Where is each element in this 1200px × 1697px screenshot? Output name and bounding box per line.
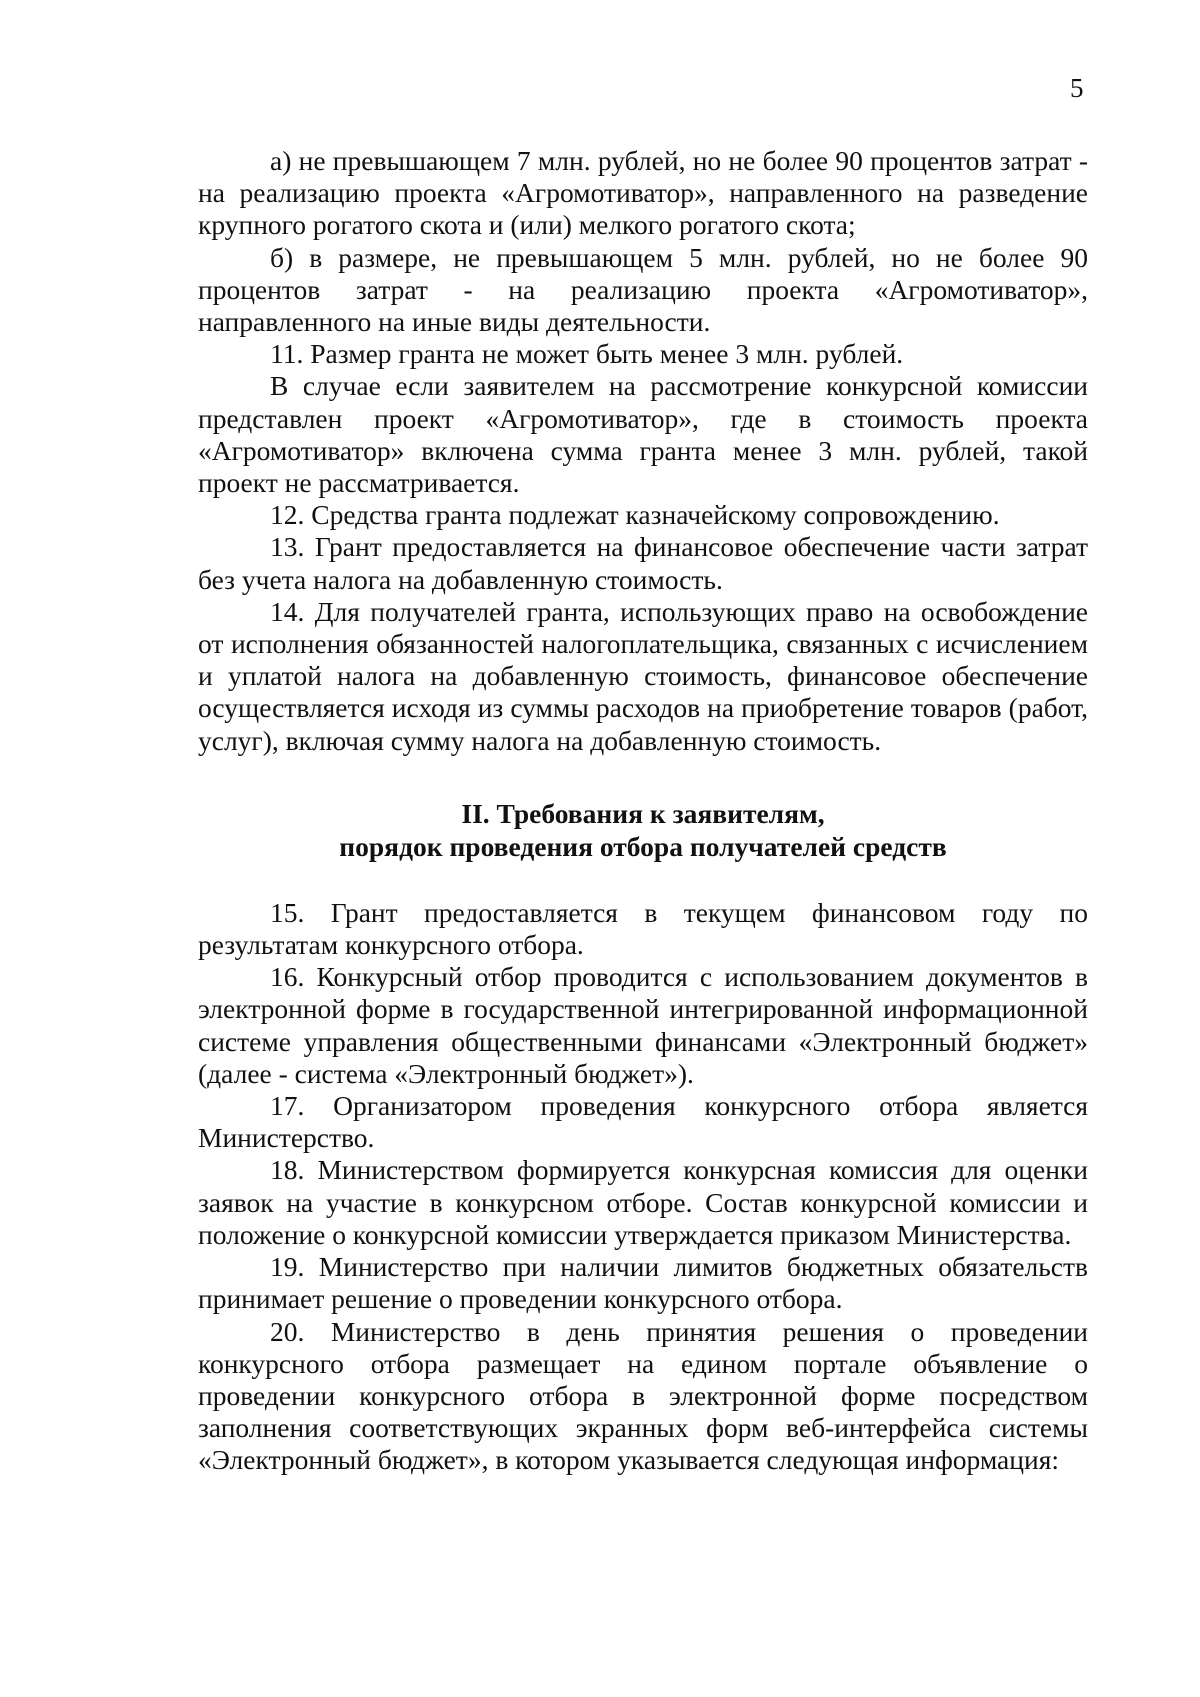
paragraph-11: 11. Размер гранта не может быть менее 3 млн. рублей. [270, 338, 904, 370]
paragraph-16: 16. Конкурсный отбор проводится с использованием документов в электронной форме в государственной интегрированной информационной системе управления общественными финансами «Электронный бюджет» (далее - система «Электронный бюджет»). [198, 961, 1088, 1089]
paragraph-item-a: а) не превышающем 7 млн. рублей, но не более 90 процентов затрат - на реализацию проекта «Агромотиватор», направленного на разведение крупного рогатого скота и (или) мелкого рогатого скота; [198, 145, 1088, 241]
page-number: 5 [1070, 73, 1084, 103]
paragraph-17: 17. Организатором проведения конкурсного отбора является Министерство. [198, 1090, 1088, 1154]
paragraph-13: 13. Грант предоставляется на финансовое обеспечение части затрат без учета налога на добавленную стоимость. [198, 531, 1088, 595]
section-heading-line-2: порядок проведения отбора получателей средств [339, 830, 947, 862]
paragraph-14: 14. Для получателей гранта, использующих право на освобождение от исполнения обязанностей налогоплательщика, связанных с исчислением и уплатой налога на добавленную стоимость, финансовое обеспечение осуществляется исходя из суммы расходов на приобретение товаров (работ, услуг), включая сумму налога на добавленную стоимость. [198, 595, 1088, 756]
document-body [198, 145, 1088, 1477]
paragraph-15: 15. Грант предоставляется в текущем финансовом году по результатам конкурсного отбора. [198, 896, 1088, 961]
paragraph-20: 20. Министерство в день принятия решения о проведении конкурсного отбора размещает на едином портале объявление о проведении конкурсного отбора в электронной форме посредством заполнения соответствующих экранных форм веб-интерфейса системы «Электронный бюджет», в котором указывается следующая информация: [198, 1315, 1088, 1476]
section-heading [198, 797, 1088, 863]
paragraph-19: 19. Министерство при наличии лимитов бюджетных обязательств принимает решение о проведении конкурсного отбора. [198, 1251, 1088, 1315]
paragraph-18: 18. Министерством формируется конкурсная комиссия для оценки заявок на участие в конкурсном отборе. Состав конкурсной комиссии и положение о конкурсной комиссии утверждается приказом Министерства. [198, 1154, 1088, 1250]
paragraph-12: 12. Средства гранта подлежат казначейскому сопровождению. [270, 499, 1000, 531]
paragraph-11-note: В случае если заявителем на рассмотрение конкурсной комиссии представлен проект «Агромотиватор», где в стоимость проекта «Агромотиватор» включена сумма гранта менее 3 млн. рублей, такой проект не рассматривается. [198, 370, 1088, 499]
section-heading-line-1: II. Требования к заявителям, [461, 797, 825, 829]
paragraph-item-b: б) в размере, не превышающем 5 млн. рублей, но не более 90 процентов затрат - на реализацию проекта «Агромотиватор», направленного на иные виды деятельности. [198, 241, 1088, 338]
